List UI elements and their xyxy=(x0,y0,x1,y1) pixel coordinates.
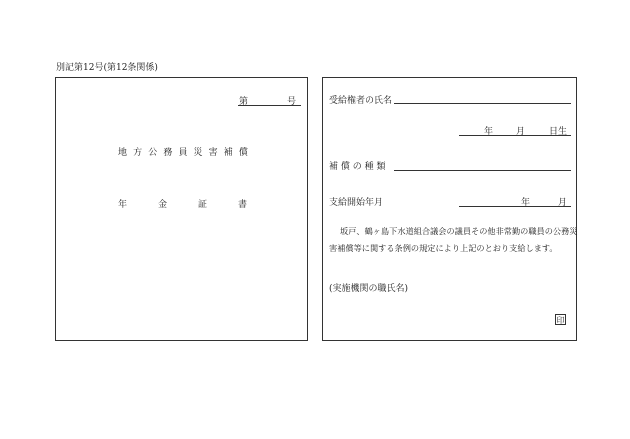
number-underline xyxy=(238,105,301,106)
org-label: (実施機関の職氏名) xyxy=(329,284,409,294)
compensation-type-line xyxy=(394,170,571,171)
title-char: 災 xyxy=(193,148,203,158)
title-char: 害 xyxy=(208,148,218,158)
title-char: 公 xyxy=(148,148,158,158)
seal-icon: 印 xyxy=(556,316,565,325)
birth-date-line xyxy=(459,135,571,136)
form-label: 別記第12号(第12条関係) xyxy=(56,63,158,73)
birth-year: 年 xyxy=(484,127,494,137)
title-char: 償 xyxy=(238,148,248,158)
recipient-name-line xyxy=(394,103,571,104)
start-year: 年 xyxy=(521,198,531,208)
start-label: 支給開始年月 xyxy=(329,198,384,208)
number-dai: 第 xyxy=(239,97,249,107)
title-char: 書 xyxy=(237,200,247,210)
number-go: 号 xyxy=(287,97,297,107)
body-line2: 害補償等に関する条例の規定により上記のとおり支給します。 xyxy=(329,243,558,253)
compensation-type-label: 補 償 の 種 類 xyxy=(329,162,386,172)
left-panel xyxy=(55,77,308,341)
title-line2 xyxy=(118,197,247,210)
title-char: 員 xyxy=(178,148,188,158)
title-char: 金 xyxy=(157,200,167,210)
title-char: 地 xyxy=(118,148,128,158)
title-line1 xyxy=(118,145,248,158)
title-char: 補 xyxy=(223,148,233,158)
start-month: 月 xyxy=(558,198,568,208)
start-date-line xyxy=(459,206,571,207)
recipient-label: 受給権者の氏名 xyxy=(329,96,393,106)
right-panel xyxy=(322,77,577,341)
title-char: 務 xyxy=(163,148,173,158)
body-line1: 坂戸、鶴ヶ島下水道組合議会の議員その他非常勤の職員の公務災 xyxy=(340,226,578,236)
title-char: 証 xyxy=(197,200,207,210)
title-char: 年 xyxy=(118,200,128,210)
birth-day: 日生 xyxy=(549,127,568,137)
birth-month: 月 xyxy=(516,127,526,137)
title-char: 方 xyxy=(133,148,143,158)
